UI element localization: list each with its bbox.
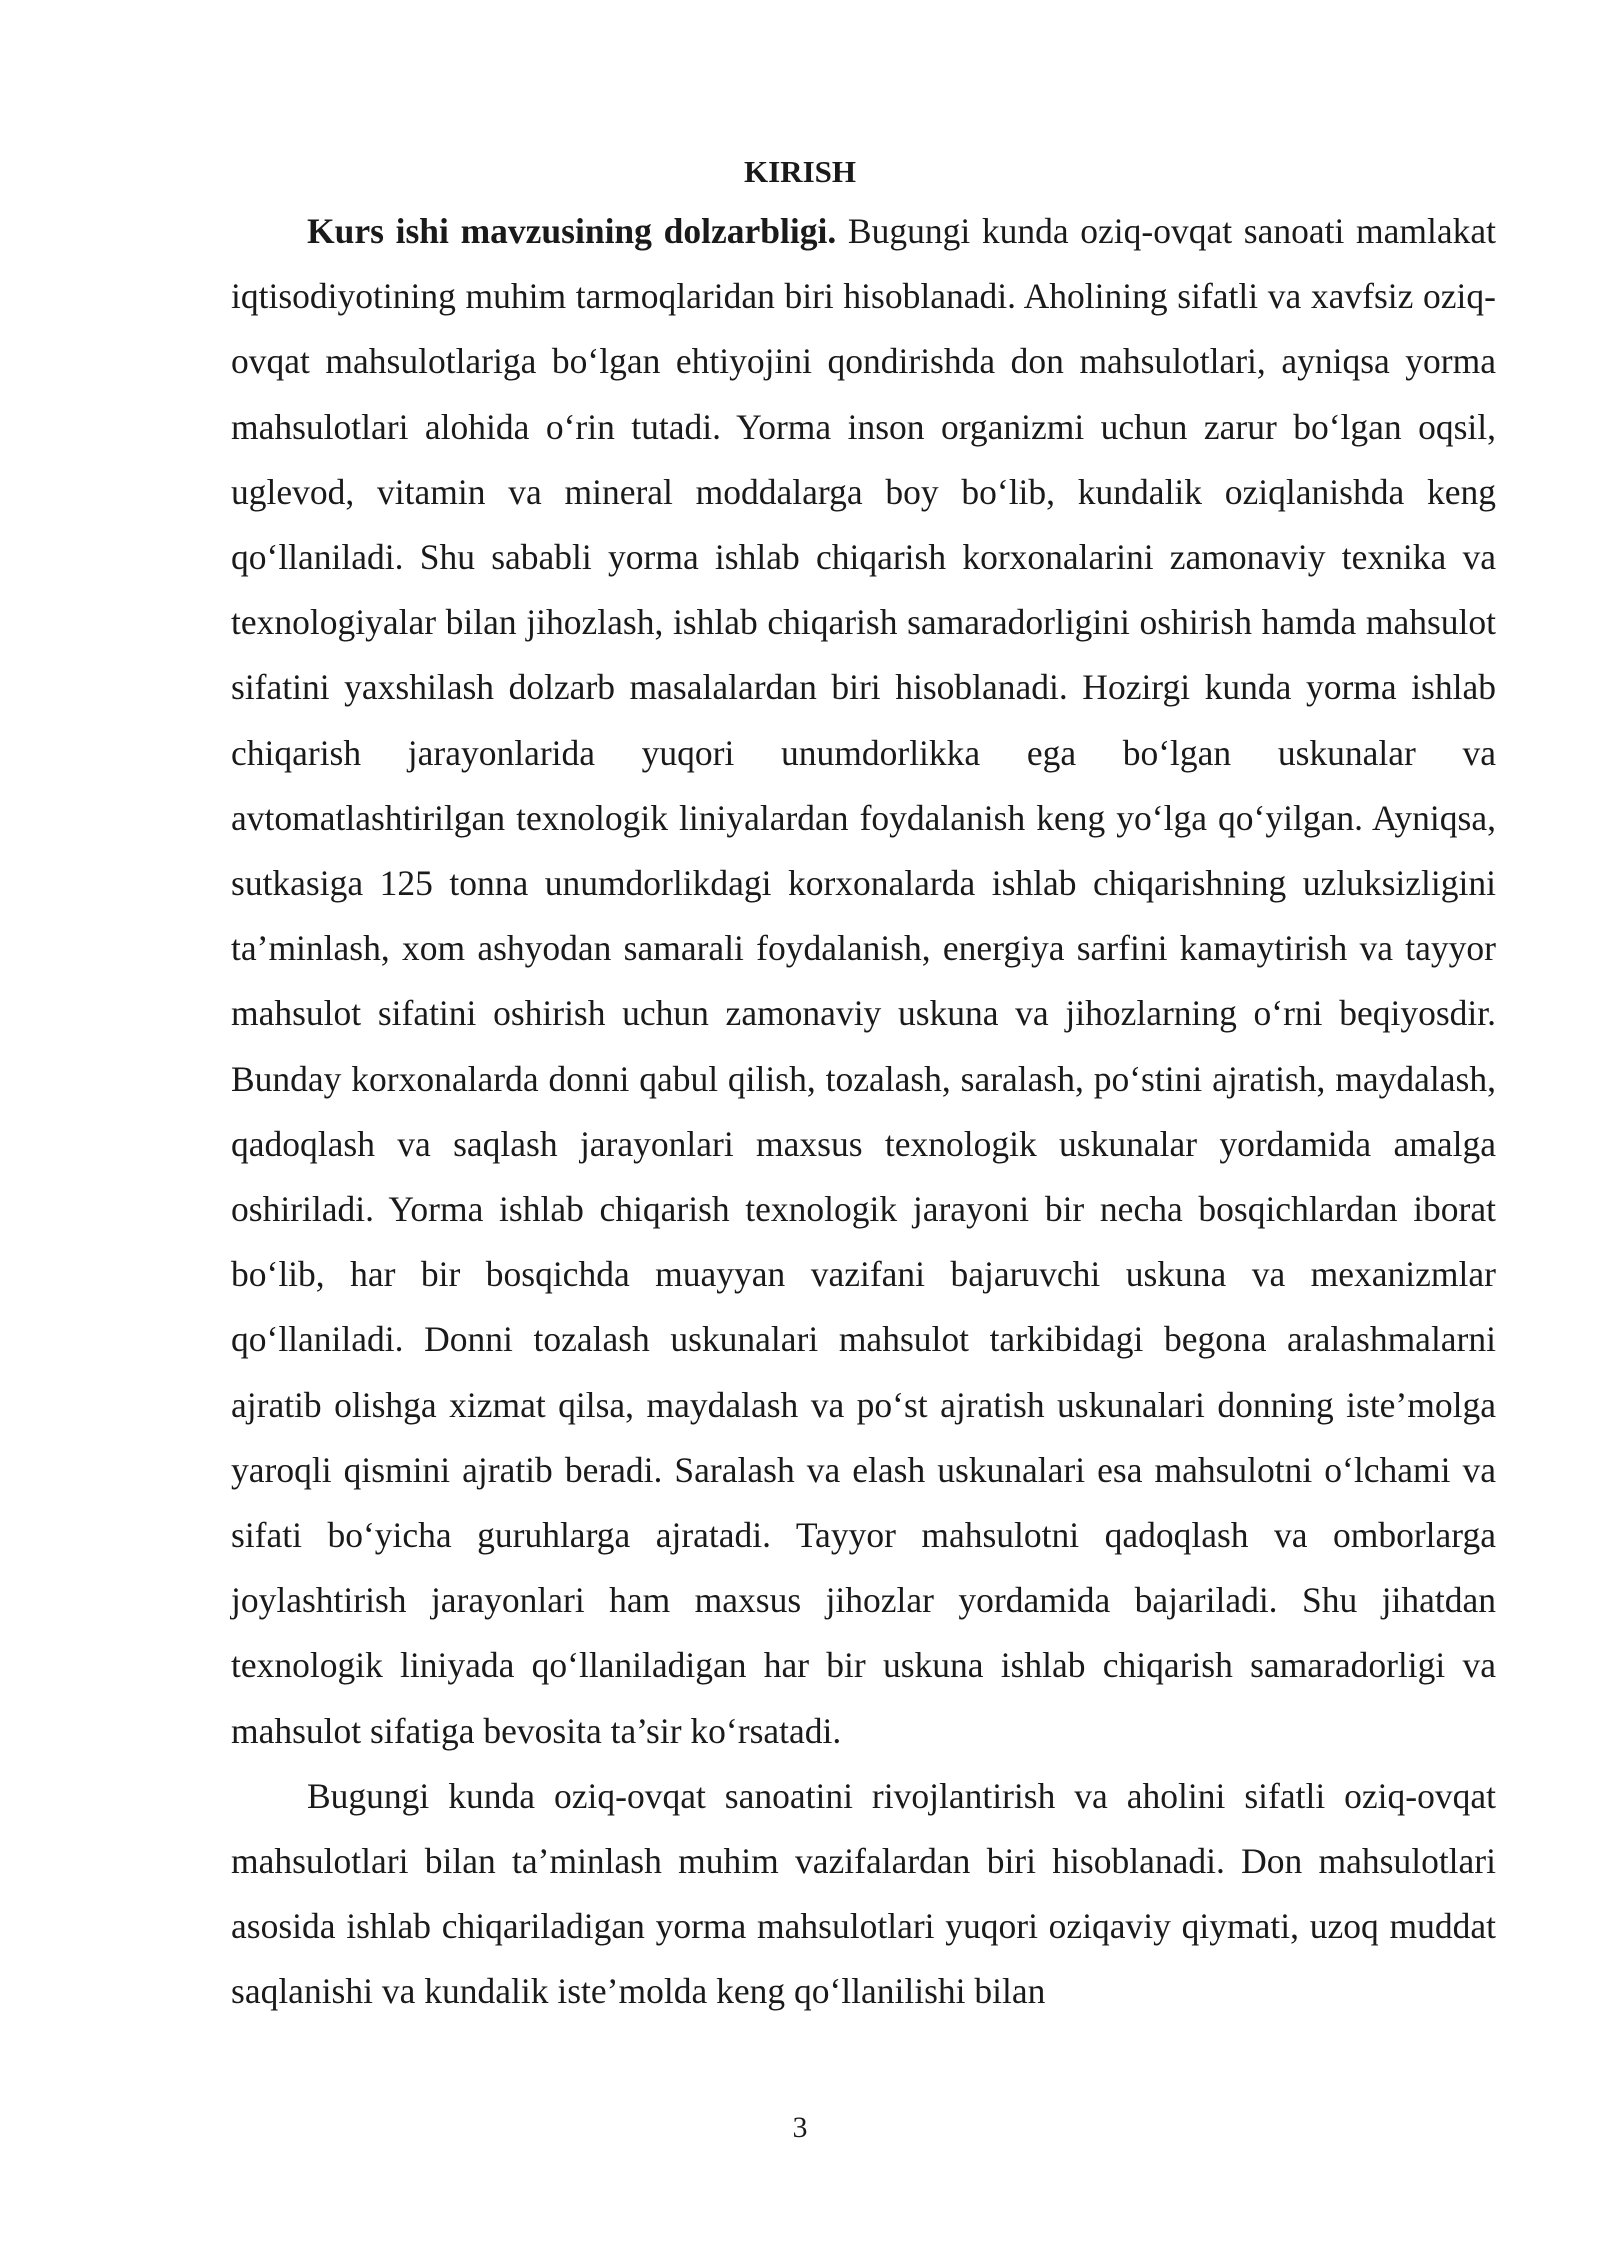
section-heading: KIRISH <box>744 154 856 189</box>
paragraph-lead: Kurs ishi mavzusining dolzarbligi. <box>307 211 837 251</box>
paragraph-text: Bugungi kunda oziq-ovqat sanoatini rivojlantirish va aholini sifatli oziq-ovqat mahsulotlari bilan ta’minlash muhim vazifalardan biri hisoblanadi. Don mahsulotlari asosida ishlab chiqariladigan yorma mahsulotlari yuqori oziqaviy qiymati, uzoq muddat saqlanishi va kundalik iste’molda keng qo‘llanilishi bilan <box>231 1775 1496 2012</box>
page-number: 3 <box>792 2111 808 2144</box>
paragraph-1 <box>231 199 1496 1764</box>
paragraph-2 <box>231 1764 1496 2025</box>
paragraph-text: Bugungi kunda oziq-ovqat sanoati mamlakat iqtisodiyotining muhim tarmoqlaridan biri hisoblanadi. Aholining sifatli va xavfsiz oziq-ovqat mahsulotlariga bo‘lgan ehtiyojini qondirishda don mahsulotlari, ayniqsa yorma mahsulotlari alohida o‘rin tutadi. Yorma inson organizmi uchun zarur bo‘lgan oqsil, uglevod, vitamin va mineral moddalarga boy bo‘lib, kundalik oziqlanishda keng qo‘llaniladi. Shu sababli yorma ishlab chiqarish korxonalarini zamonaviy texnika va texnologiyalar bilan jihozlash, ishlab chiqarish samaradorligini oshirish hamda mahsulot sifatini yaxshilash dolzarb masalalardan biri hisoblanadi. Hozirgi kunda yorma ishlab chiqarish jarayonlarida yuqori unumdorlikka ega bo‘lgan uskunalar va avtomatlashtirilgan texnologik liniyalardan foydalanish keng yo‘lga qo‘yilgan. Ayniqsa, sutkasiga 125 tonna unumdorlikdagi korxonalarda ishlab chiqarishning uzluksizligini ta’minlash, xom ashyodan samarali foydalanish, energiya sarfini kamaytirish va tayyor mahsulot sifatini oshirish uchun zamonaviy uskuna va jihozlarning o‘rni beqiyosdir. Bunday korxonalarda donni qabul qilish, tozalash, saralash, po‘stini ajratish, maydalash, qadoqlash va saqlash jarayonlari maxsus texnologik uskunalar yordamida amalga oshiriladi. Yorma ishlab chiqarish texnologik jarayoni bir necha bosqichlardan iborat bo‘lib, har bir bosqichda muayyan vazifani bajaruvchi uskuna va mexanizmlar qo‘llaniladi. Donni tozalash uskunalari mahsulot tarkibidagi begona aralashmalarni ajratib olishga xizmat qilsa, maydalash va po‘st ajratish uskunalari donning iste’molga yaroqli qismini ajratib beradi. Saralash va elash uskunalari esa mahsulotni o‘lchami va sifati bo‘yicha guruhlarga ajratadi. Tayyor mahsulotni qadoqlash va omborlarga joylashtirish jarayonlari ham maxsus jihozlar yordamida bajariladi. Shu jihatdan texnologik liniyada qo‘llaniladigan har bir uskuna ishlab chiqarish samaradorligi va mahsulot sifatiga bevosita ta’sir ko‘rsatadi. <box>231 211 1497 1751</box>
body-text <box>231 199 1496 2025</box>
